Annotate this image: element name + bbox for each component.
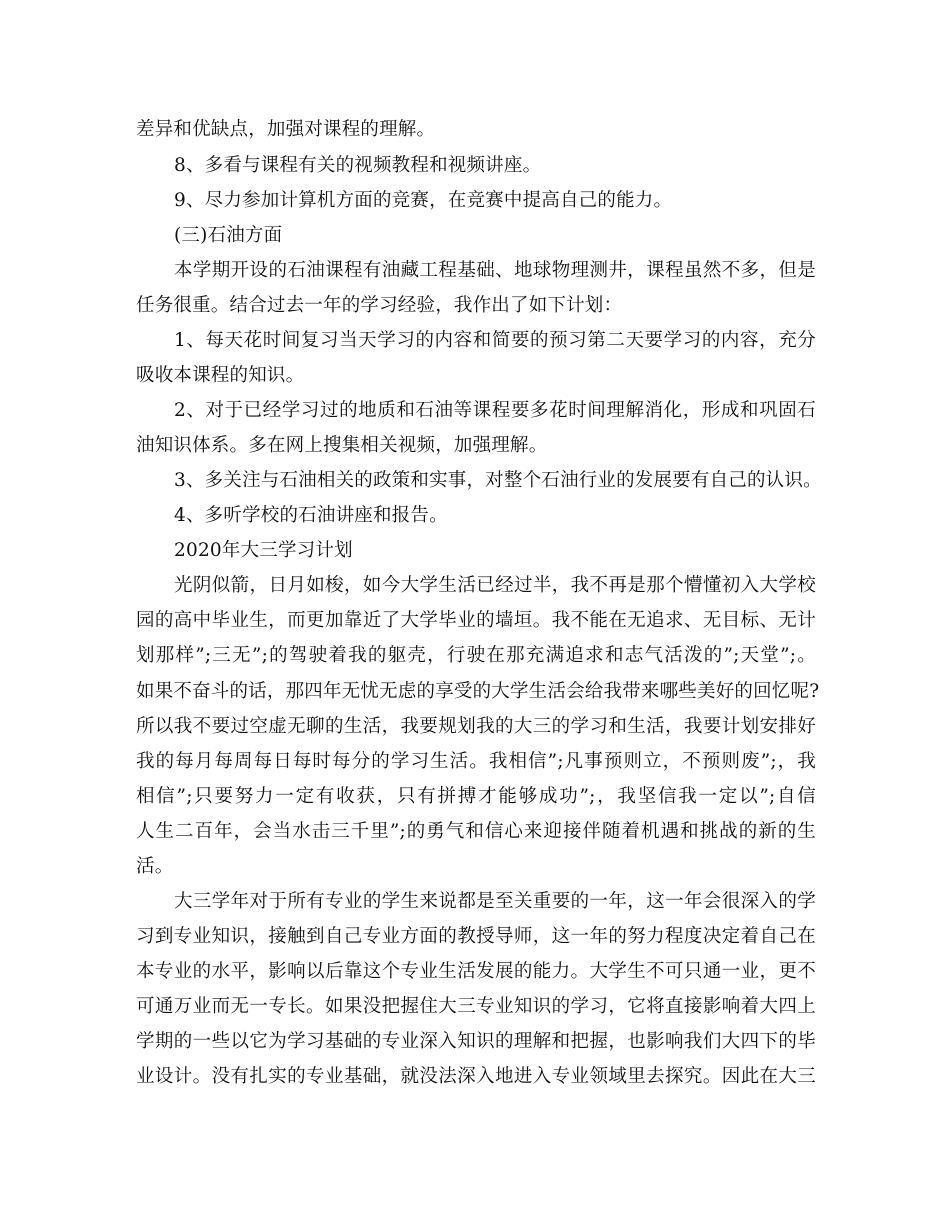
text-line: 本学期开设的石油课程有油藏工程基础、地球物理测井，课程虽然不多，但是 [174,260,816,281]
text-line: 8、多看与课程有关的视频教程和视频讲座。 [174,155,542,176]
text-line: 人生二百年，会当水击三千里”;的勇气和信心来迎接伴随着机遇和挑战的新的生 [136,821,816,842]
text-line: 我的每月每周每日每时每分的学习生活。我相信”;凡事预则立，不预则废”;，我 [136,751,816,772]
text-line: 差异和优缺点，加强对课程的理解。 [136,119,436,140]
text-line: 所以我不要过空虚无聊的生活，我要规划我的大三的学习和生活，我要计划安排好 [136,716,816,737]
text-line: 业设计。没有扎实的专业基础，就没法深入地进入专业领域里去探究。因此在大三 [136,1066,816,1087]
text-line: 可通万业而无一专长。如果没把握住大三专业知识的学习，它将直接影响着大四上 [136,996,816,1017]
text-line: 园的高中毕业生，而更加靠近了大学毕业的墙垣。我不能在无追求、无目标、无计 [136,610,816,631]
text-line: 1、每天花时间复习当天学习的内容和简要的预习第二天要学习的内容，充分 [174,330,816,351]
text-line: 4、多听学校的石油讲座和报告。 [174,505,448,526]
text-line: 9、尽力参加计算机方面的竞赛，在竞赛中提高自己的能力。 [174,190,673,211]
text-line: 习到专业知识，接触到自己专业方面的教授导师，这一年的努力程度决定着自己在 [136,926,816,947]
text-line: 划那样”;三无”;的驾驶着我的躯壳，行驶在那充满追求和志气活泼的”;天堂”;。 [136,645,816,666]
text-line: 油知识体系。多在网上搜集相关视频，加强理解。 [136,435,548,456]
text-line: 大三学年对于所有专业的学生来说都是至关重要的一年，这一年会很深入的学 [174,891,816,912]
text-line: 活。 [136,856,174,877]
text-line: 3、多关注与石油相关的政策和实事，对整个石油行业的发展要有自己的认识。 [174,470,822,491]
text-line: 学期的一些以它为学习基础的专业深入知识的理解和把握，也影响我们大四下的毕 [136,1031,816,1052]
text-line: 相信”;只要努力一定有收获，只有拼搏才能够成功”;，我坚信我一定以”;自信 [136,786,816,807]
text-line: 任务很重。结合过去一年的学习经验，我作出了如下计划： [136,295,623,316]
text-line: 2、对于已经学习过的地质和石油等课程要多花时间理解消化，形成和巩固石 [174,400,816,421]
section-heading: 2020年大三学习计划 [174,540,353,561]
section-heading: (三)石油方面 [174,225,283,246]
text-line: 本专业的水平，影响以后靠这个专业生活发展的能力。大学生不可只通一业，更不 [136,961,816,982]
text-line: 光阴似箭，日月如梭，如今大学生活已经过半，我不再是那个懵懂初入大学校 [174,575,816,596]
text-line: 吸收本课程的知识。 [136,365,305,386]
text-line: 如果不奋斗的话，那四年无忧无虑的享受的大学生活会给我带来哪些美好的回忆呢? [136,681,820,702]
